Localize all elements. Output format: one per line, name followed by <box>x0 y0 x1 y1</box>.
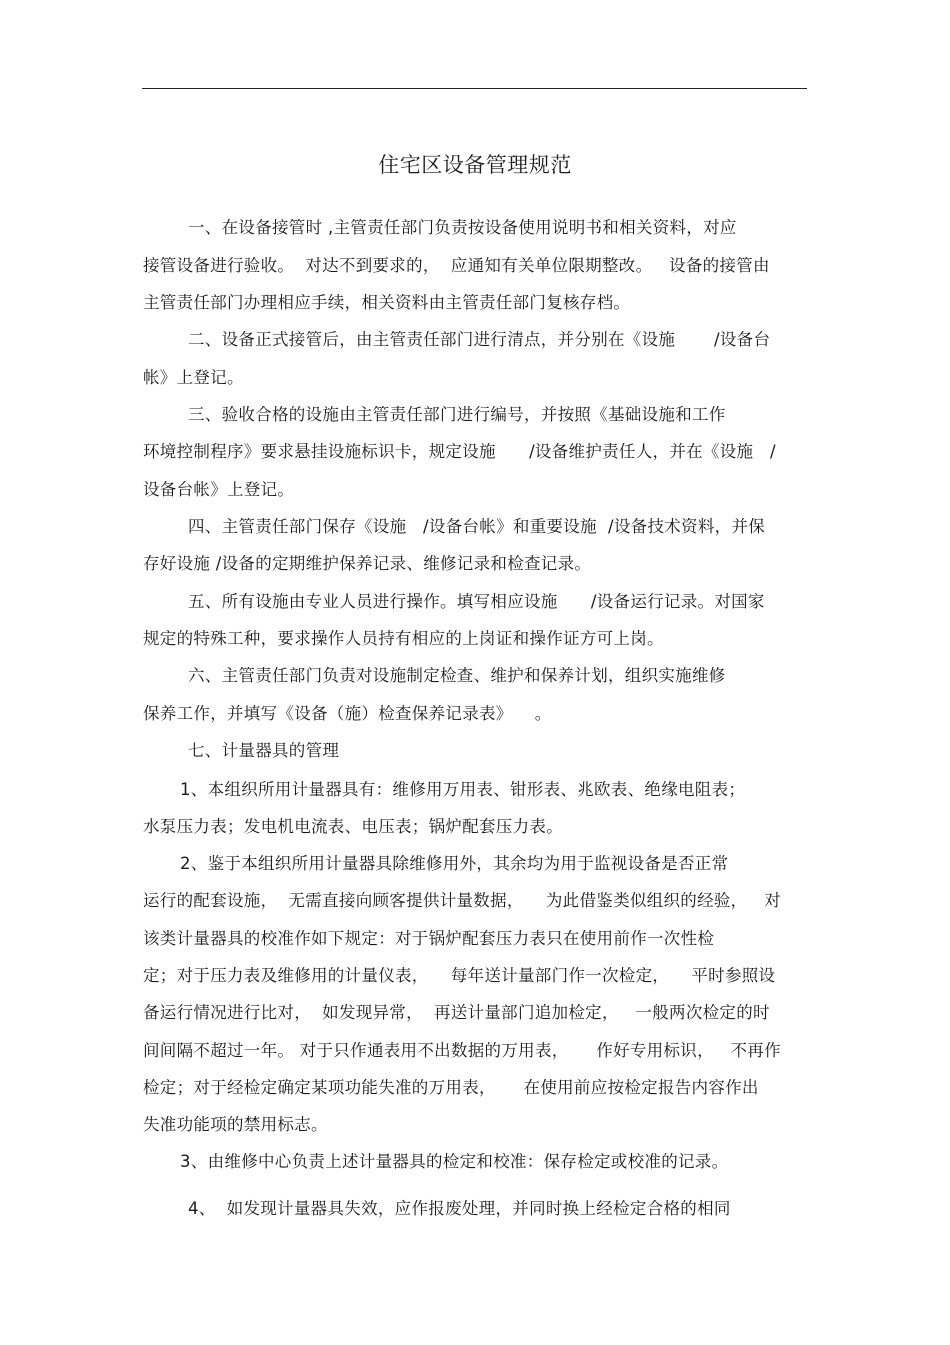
text-line: 备运行情况进行比对， 如发现异常， 再送计量部门追加检定， 一般两次检定的时 <box>143 1003 770 1022</box>
text-line: 该类计量器具的校准作如下规定：对于锅炉配套压力表只在使用前作一次性检 <box>143 929 715 948</box>
text-line: 间间隔不超过一年。 对于只作通表用不出数据的万用表， 作好专用标识， 不再作 <box>143 1041 781 1060</box>
text-line: 水泵压力表；发电机电流表、电压表；锅炉配套压力表。 <box>143 817 563 836</box>
text-line: 环境控制程序》要求悬挂设施标识卡，规定设施 /设备维护责任人，并在《设施 / <box>143 442 776 461</box>
text-line: 接管设备进行验收。 对达不到要求的， 应通知有关单位限期整改。 设备的接管由 <box>143 256 770 275</box>
text-line: 四、主管责任部门保存《设施 /设备台帐》和重要设施 /设备技术资料，并保 <box>188 517 766 536</box>
text-line: 检定；对于经检定确定某项功能失准的万用表， 在使用前应按检定报告内容作出 <box>143 1078 759 1097</box>
header-rule <box>142 88 807 89</box>
text-line: 三、验收合格的设施由主管责任部门进行编号，并按照《基础设施和工作 <box>188 405 726 424</box>
text-line: 失准功能项的禁用标志。 <box>143 1115 328 1134</box>
text-line: 帐》上登记。 <box>143 368 244 387</box>
text-line: 规定的特殊工种，要求操作人员持有相应的上岗证和操作证方可上岗。 <box>143 629 664 648</box>
text-line: 保养工作，并填写《设备（施）检查保养记录表》 。 <box>143 704 552 723</box>
text-line: 3、由维修中心负责上述计量器具的检定和校准：保存检定或校准的记录。 <box>180 1152 729 1171</box>
text-line: 设备台帐》上登记。 <box>143 480 295 499</box>
text-line: 六、主管责任部门负责对设施制定检查、维护和保养计划，组织实施维修 <box>188 666 726 685</box>
document-title: 住宅区设备管理规范 <box>378 153 572 177</box>
section-heading: 七、计量器具的管理 <box>188 741 340 760</box>
text-line: 二、设备正式接管后，由主管责任部门进行清点，并分别在《设施 /设备台 <box>188 330 771 349</box>
text-line: 1、本组织所用计量器具有：维修用万用表、钳形表、兆欧表、绝缘电阻表； <box>180 780 746 799</box>
text-line: 存好设施 /设备的定期维护保养记录、维修记录和检查记录。 <box>143 554 592 573</box>
text-line: 主管责任部门办理相应手续，相关资料由主管责任部门复核存档。 <box>143 293 631 312</box>
text-line: 五、所有设施由专业人员进行操作。填写相应设施 /设备运行记录。对国家 <box>188 592 765 611</box>
text-line: 定；对于压力表及维修用的计量仪表， 每年送计量部门作一次检定， 平时参照设 <box>143 966 776 985</box>
text-line: 一、在设备接管时 ,主管责任部门负责按设备使用说明书和相关资料，对应 <box>188 218 737 237</box>
text-line: 4、 如发现计量器具失效，应作报废处理，并同时换上经检定合格的相同 <box>188 1199 731 1218</box>
text-line: 运行的配套设施， 无需直接向顾客提供计量数据， 为此借鉴类似组织的经验， 对 <box>143 891 781 910</box>
text-line: 2、鉴于本组织所用计量器具除维修用外，其余均为用于监视设备是否正常 <box>180 854 729 873</box>
